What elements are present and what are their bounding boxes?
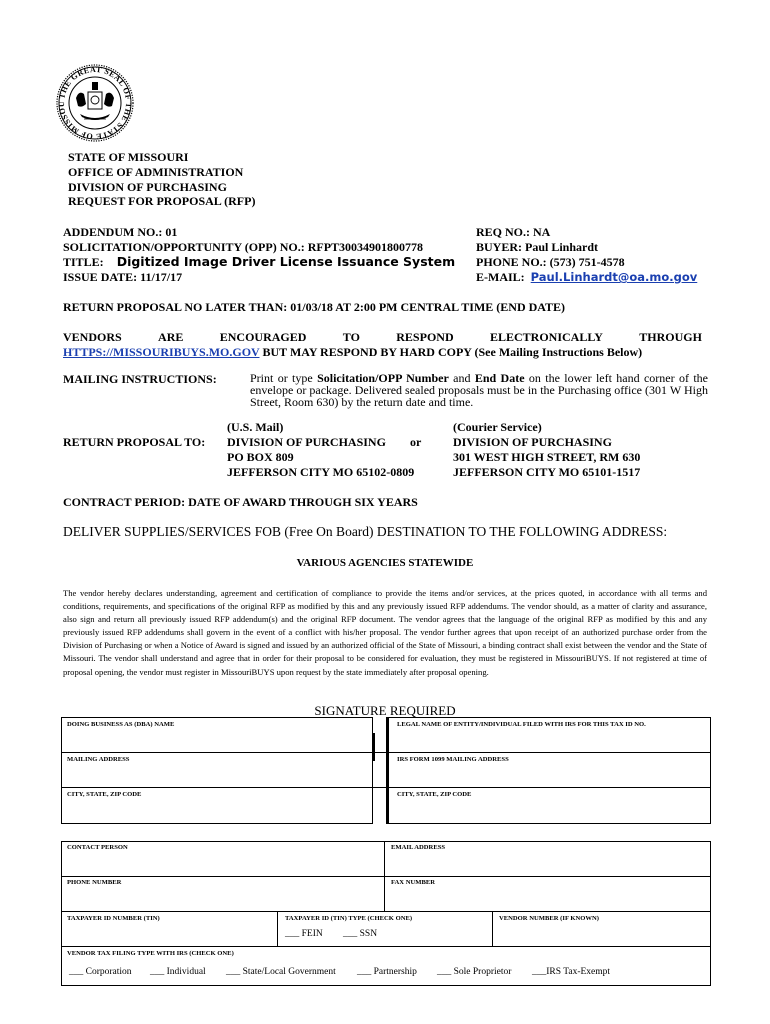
- courier-city: JEFFERSON CITY MO 65101-1517: [453, 465, 641, 479]
- buyer: BUYER: Paul Linhardt: [476, 240, 599, 254]
- email-row: [476, 270, 697, 284]
- vendors-word: ARE: [158, 330, 184, 344]
- irs-1099-address-field[interactable]: IRS FORM 1099 MAILING ADDRESS: [397, 756, 509, 763]
- signature-left-box: [61, 717, 373, 824]
- phone-number: PHONE NO.: (573) 751-4578: [476, 255, 625, 269]
- city-state-zip-right-field[interactable]: CITY, STATE, ZIP CODE: [397, 791, 472, 798]
- contact-row-line: [61, 876, 711, 877]
- vendor-number-field[interactable]: VENDOR NUMBER (IF KNOWN): [499, 915, 599, 922]
- filing-state-local-checkbox[interactable]: ___ State/Local Government: [226, 967, 336, 977]
- filing-sole-proprietor-checkbox[interactable]: ___ Sole Proprietor: [437, 967, 512, 977]
- contact-person-field[interactable]: CONTACT PERSON: [67, 844, 128, 851]
- missouri-state-seal: [56, 64, 134, 142]
- vendors-word: TO: [342, 330, 360, 344]
- header-state: STATE OF MISSOURI: [68, 150, 189, 164]
- courier-division: DIVISION OF PURCHASING: [453, 435, 612, 449]
- signature-divider: [372, 733, 375, 761]
- contact-row-line: [61, 911, 711, 912]
- city-state-zip-left-field[interactable]: CITY, STATE, ZIP CODE: [67, 791, 142, 798]
- mailing-label: MAILING INSTRUCTIONS:: [63, 372, 217, 386]
- fax-number-field[interactable]: FAX NUMBER: [391, 879, 436, 886]
- rfp-title-row: [63, 255, 455, 269]
- tin-col-line: [492, 911, 493, 946]
- us-mail-city: JEFFERSON CITY MO 65102-0809: [227, 465, 415, 479]
- issue-date: ISSUE DATE: 11/17/17: [63, 270, 183, 284]
- us-mail-box: PO BOX 809: [227, 450, 294, 464]
- header-office: OFFICE OF ADMINISTRATION: [68, 165, 244, 179]
- legal-name-field[interactable]: LEGAL NAME OF ENTITY/INDIVIDUAL FILED WITH IRS FOR THIS TAX ID NO.: [397, 721, 646, 728]
- ssn-checkbox[interactable]: ___ SSN: [343, 929, 378, 939]
- vendors-line: [63, 330, 702, 344]
- courier-label: (Courier Service): [453, 420, 542, 434]
- signature-right-box: [386, 717, 711, 824]
- mailing-address-field[interactable]: MAILING ADDRESS: [67, 756, 130, 763]
- filing-corporation-checkbox[interactable]: ___ Corporation: [69, 967, 132, 977]
- us-mail-division: DIVISION OF PURCHASING: [227, 435, 386, 449]
- hard-copy-note: BUT MAY RESPOND BY HARD COPY (See Mailing Instructions Below): [259, 345, 643, 359]
- header-division: DIVISION OF PURCHASING: [68, 180, 227, 194]
- fein-checkbox[interactable]: ___ FEIN: [285, 929, 323, 939]
- req-number: REQ NO.: NA: [476, 225, 551, 239]
- mailing-text: Print or type Solicitation/OPP Number and End Date on the lower left hand corner of the envelope or package. Delivered sealed proposals must be in the Purchasing office (301 W High Street, Room 630) by the return date and time.: [250, 371, 708, 409]
- email-label: E-MAIL:: [476, 270, 525, 284]
- return-label: RETURN PROPOSAL TO:: [63, 435, 206, 449]
- missouribuys-line: [63, 345, 642, 359]
- sig-row-line: [61, 787, 711, 788]
- missouribuys-link[interactable]: HTTPS://MISSOURIBUYS.MO.GOV: [63, 345, 260, 359]
- tin-col-line: [277, 911, 278, 946]
- svg-text:THE GREAT SEAL OF THE STATE OF: THE GREAT SEAL OF THE STATE OF MISSOU: [56, 64, 134, 142]
- signature-required-title: SIGNATURE REQUIRED: [314, 703, 456, 718]
- dba-name-field[interactable]: DOING BUSINESS AS (DBA) NAME: [67, 721, 175, 728]
- vendors-word: THROUGH: [639, 330, 702, 344]
- us-mail-label: (U.S. Mail): [227, 420, 284, 434]
- email-address-field[interactable]: EMAIL ADDRESS: [391, 844, 446, 851]
- addendum-number: ADDENDUM NO.: 01: [63, 225, 178, 239]
- phone-number-field[interactable]: PHONE NUMBER: [67, 879, 122, 886]
- sig-row-line: [61, 752, 711, 753]
- vendor-declaration: The vendor hereby declares understanding, agreement and certification of compliance to provide the items and/or services, at the prices quoted, in accordance with all terms and conditions, requirements, and specifications of the original RFP as modified by this and any previously issued RFP addendums. The vendor should, as a matter of clarity and assurance, also sign and return all previously issued RFP addendum(s) and the original RFP document. The vendor agrees that the language of the original RFP as modified by this and any previously issued RFP addendums shall govern in the event of a conflict with his/her proposal. The vendor further agrees that upon receipt of an authorized purchase order from the Division of Purchasing or when a Notice of Award is signed and issued by an authorized official of the State of Missouri, a binding contract shall exist between the vendor and the State of Missouri. The vendor shall understand and agree that in order for their proposal to be considered for evaluation, they must be registered in MissouriBUYS. If not registered at time of proposal opening, the vendor must register in MissouriBUYS upon request by the state immediately after proposal opening.: [63, 588, 707, 677]
- return-deadline: RETURN PROPOSAL NO LATER THAN: 01/03/18 AT 2:00 PM CENTRAL TIME (END DATE): [63, 300, 566, 314]
- vendors-word: VENDORS: [63, 330, 122, 344]
- deliver-instruction: DELIVER SUPPLIES/SERVICES FOB (Free On Board) DESTINATION TO THE FOLLOWING ADDRESS:: [63, 524, 668, 539]
- vendors-word: ENCOURAGED: [219, 330, 307, 344]
- header-rfp: REQUEST FOR PROPOSAL (RFP): [68, 194, 256, 208]
- contact-box: [61, 841, 711, 986]
- filing-individual-checkbox[interactable]: ___ Individual: [150, 967, 206, 977]
- contact-row-line: [61, 946, 711, 947]
- filing-partnership-checkbox[interactable]: ___ Partnership: [357, 967, 417, 977]
- solicitation-number: SOLICITATION/OPPORTUNITY (OPP) NO.: RFPT30034901800778: [63, 240, 424, 254]
- vendors-word: ELECTRONICALLY: [489, 330, 603, 344]
- filing-type-label: VENDOR TAX FILING TYPE WITH IRS (CHECK ONE): [67, 950, 234, 957]
- agencies-heading: VARIOUS AGENCIES STATEWIDE: [296, 557, 474, 569]
- tin-type-label: TAXPAYER ID (TIN) TYPE (CHECK ONE): [285, 915, 413, 922]
- tin-field[interactable]: TAXPAYER ID NUMBER (TIN): [67, 915, 160, 922]
- title-label: TITLE:: [63, 255, 104, 269]
- contract-period: CONTRACT PERIOD: DATE OF AWARD THROUGH SIX YEARS: [63, 495, 418, 509]
- vendors-word: RESPOND: [396, 330, 454, 344]
- filing-tax-exempt-checkbox[interactable]: ___IRS Tax-Exempt: [532, 967, 611, 977]
- email-link[interactable]: Paul.Linhardt@oa.mo.gov: [530, 270, 698, 284]
- title-value: Digitized Image Driver License Issuance System: [116, 254, 456, 269]
- or-word: or: [410, 435, 422, 449]
- contact-col-line: [384, 841, 385, 911]
- courier-street: 301 WEST HIGH STREET, RM 630: [453, 450, 641, 464]
